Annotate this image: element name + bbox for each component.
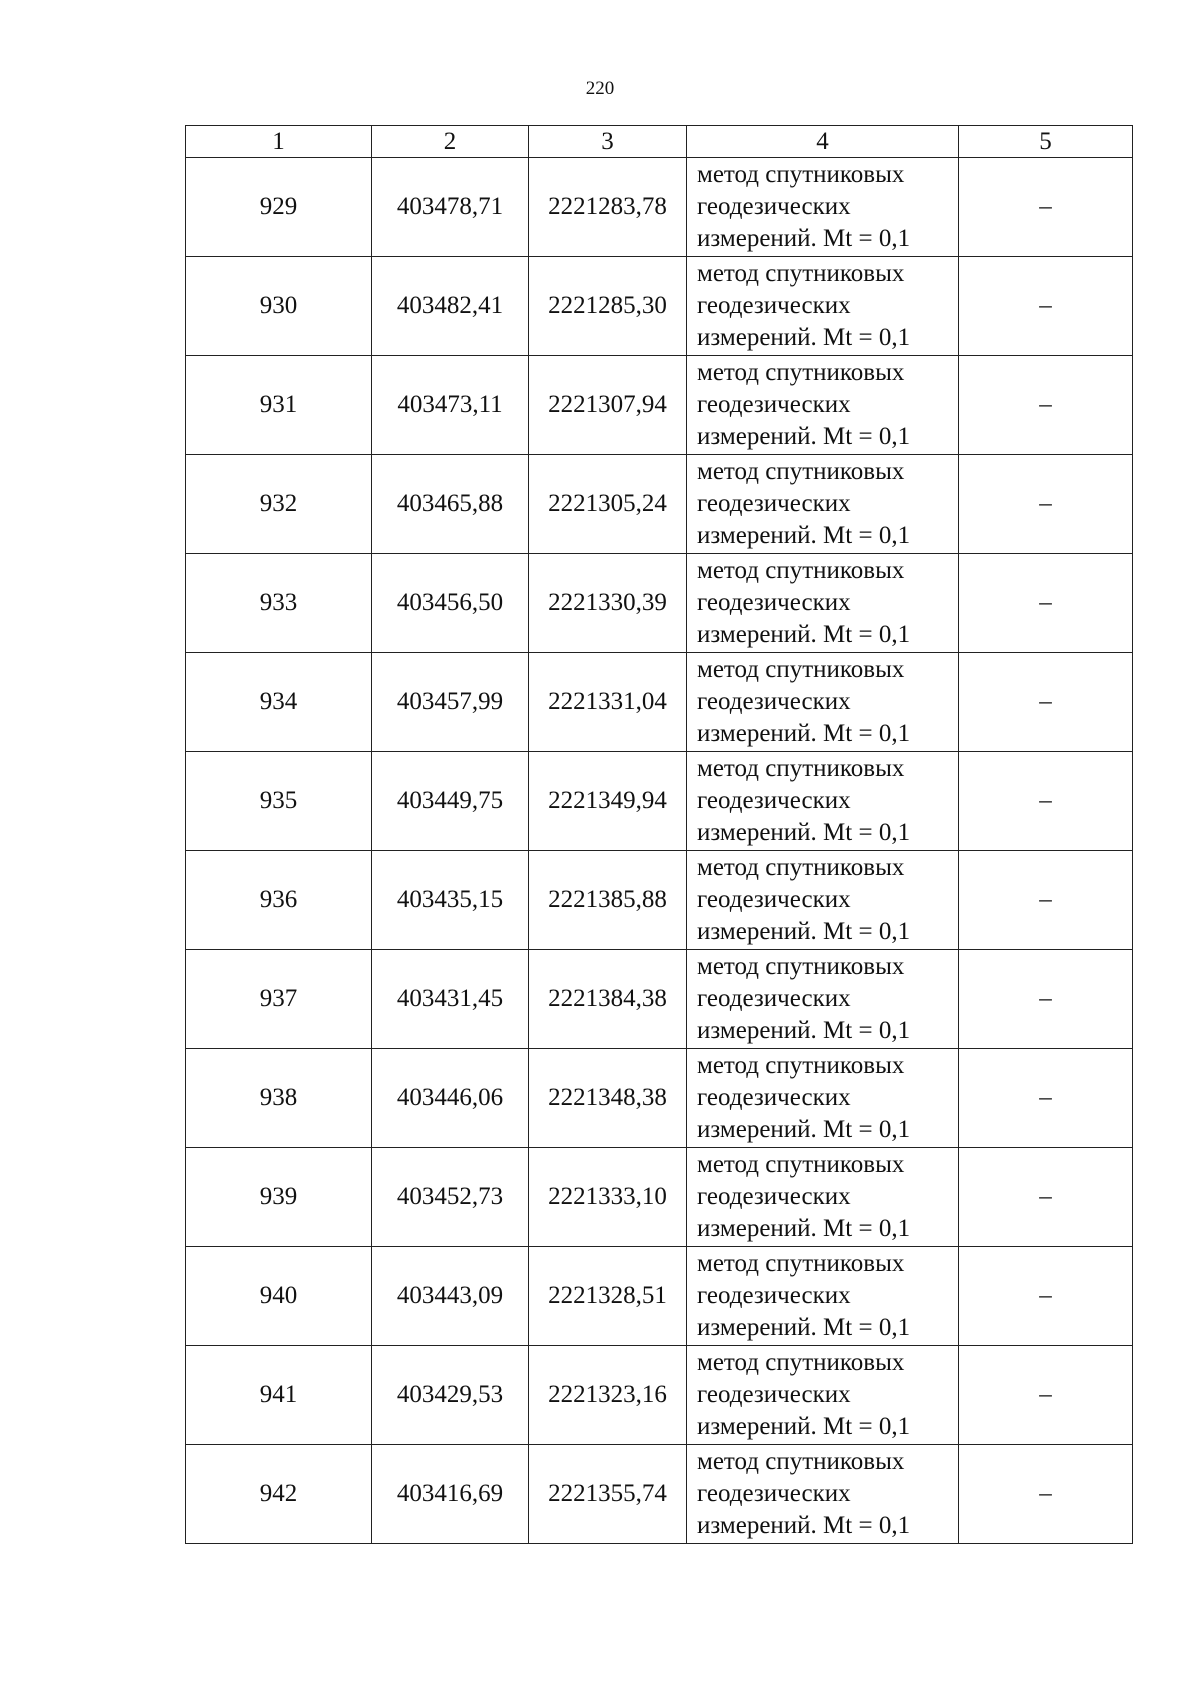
note-cell: – [959, 1247, 1133, 1346]
method-cell [687, 1148, 959, 1247]
x-coordinate-cell: 403473,11 [372, 356, 529, 455]
table-row [186, 752, 1133, 851]
method-cell [687, 257, 959, 356]
table-row [186, 1445, 1133, 1544]
method-line: измерений. Mt = 0,1 [697, 819, 911, 846]
x-coordinate-cell: 403431,45 [372, 950, 529, 1049]
x-coordinate-cell: 403416,69 [372, 1445, 529, 1544]
column-header: 4 [687, 126, 959, 158]
y-coordinate-cell: 2221348,38 [529, 1049, 687, 1148]
x-coordinate-cell: 403446,06 [372, 1049, 529, 1148]
y-coordinate-cell: 2221307,94 [529, 356, 687, 455]
x-coordinate-cell: 403465,88 [372, 455, 529, 554]
point-number-cell: 930 [186, 257, 372, 356]
note-cell: – [959, 1445, 1133, 1544]
x-coordinate-cell: 403435,15 [372, 851, 529, 950]
note-cell: – [959, 851, 1133, 950]
table-body [186, 158, 1133, 1544]
method-line: метод спутниковых [697, 161, 905, 188]
method-line: метод спутниковых [697, 656, 905, 683]
method-line: геодезических [697, 490, 851, 517]
method-line: измерений. Mt = 0,1 [697, 522, 911, 549]
method-cell [687, 851, 959, 950]
y-coordinate-cell: 2221331,04 [529, 653, 687, 752]
column-header: 3 [529, 126, 687, 158]
method-cell [687, 752, 959, 851]
method-line: измерений. Mt = 0,1 [697, 1215, 911, 1242]
method-cell [687, 356, 959, 455]
table-header [186, 126, 1133, 158]
y-coordinate-cell: 2221305,24 [529, 455, 687, 554]
x-coordinate-cell: 403452,73 [372, 1148, 529, 1247]
x-coordinate-cell: 403478,71 [372, 158, 529, 257]
y-coordinate-cell: 2221323,16 [529, 1346, 687, 1445]
method-cell [687, 1445, 959, 1544]
method-cell [687, 653, 959, 752]
method-cell [687, 554, 959, 653]
point-number-cell: 941 [186, 1346, 372, 1445]
point-number-cell: 938 [186, 1049, 372, 1148]
point-number-cell: 934 [186, 653, 372, 752]
note-cell: – [959, 1346, 1133, 1445]
note-cell: – [959, 1148, 1133, 1247]
note-cell: – [959, 554, 1133, 653]
point-number-cell: 939 [186, 1148, 372, 1247]
y-coordinate-cell: 2221333,10 [529, 1148, 687, 1247]
note-cell: – [959, 356, 1133, 455]
column-header: 5 [959, 126, 1133, 158]
method-line: геодезических [697, 193, 851, 220]
point-number-cell: 933 [186, 554, 372, 653]
method-line: геодезических [697, 985, 851, 1012]
note-cell: – [959, 455, 1133, 554]
point-number-cell: 931 [186, 356, 372, 455]
method-line: геодезических [697, 1183, 851, 1210]
method-line: измерений. Mt = 0,1 [697, 225, 911, 252]
note-cell: – [959, 752, 1133, 851]
table-row [186, 1049, 1133, 1148]
method-cell [687, 455, 959, 554]
y-coordinate-cell: 2221283,78 [529, 158, 687, 257]
coordinates-table [185, 125, 1133, 1544]
method-line: метод спутниковых [697, 854, 905, 881]
method-line: метод спутниковых [697, 1052, 905, 1079]
method-line: метод спутниковых [697, 1349, 905, 1376]
x-coordinate-cell: 403443,09 [372, 1247, 529, 1346]
method-line: геодезических [697, 886, 851, 913]
method-line: измерений. Mt = 0,1 [697, 1512, 911, 1539]
y-coordinate-cell: 2221285,30 [529, 257, 687, 356]
point-number-cell: 937 [186, 950, 372, 1049]
method-line: измерений. Mt = 0,1 [697, 1413, 911, 1440]
table-row [186, 158, 1133, 257]
point-number-cell: 932 [186, 455, 372, 554]
note-cell: – [959, 950, 1133, 1049]
method-line: геодезических [697, 589, 851, 616]
x-coordinate-cell: 403457,99 [372, 653, 529, 752]
table-row [186, 356, 1133, 455]
method-line: метод спутниковых [697, 260, 905, 287]
method-cell [687, 1049, 959, 1148]
method-line: геодезических [697, 1084, 851, 1111]
method-line: измерений. Mt = 0,1 [697, 423, 911, 450]
method-line: метод спутниковых [697, 1448, 905, 1475]
y-coordinate-cell: 2221385,88 [529, 851, 687, 950]
method-cell [687, 1346, 959, 1445]
note-cell: – [959, 1049, 1133, 1148]
header-row [186, 126, 1133, 158]
point-number-cell: 935 [186, 752, 372, 851]
y-coordinate-cell: 2221330,39 [529, 554, 687, 653]
table-row [186, 653, 1133, 752]
method-line: метод спутниковых [697, 1250, 905, 1277]
x-coordinate-cell: 403456,50 [372, 554, 529, 653]
page-number: 220 [585, 78, 615, 99]
method-line: геодезических [697, 688, 851, 715]
method-line: метод спутниковых [697, 458, 905, 485]
table-row [186, 1247, 1133, 1346]
table-row [186, 554, 1133, 653]
method-line: измерений. Mt = 0,1 [697, 621, 911, 648]
method-cell [687, 950, 959, 1049]
column-header: 1 [186, 126, 372, 158]
note-cell: – [959, 158, 1133, 257]
method-line: метод спутниковых [697, 359, 905, 386]
x-coordinate-cell: 403482,41 [372, 257, 529, 356]
x-coordinate-cell: 403449,75 [372, 752, 529, 851]
table-row [186, 257, 1133, 356]
table-row [186, 455, 1133, 554]
method-line: метод спутниковых [697, 755, 905, 782]
method-line: измерений. Mt = 0,1 [697, 720, 911, 747]
column-header: 2 [372, 126, 529, 158]
method-cell [687, 158, 959, 257]
table-row [186, 950, 1133, 1049]
table-row [186, 1148, 1133, 1247]
y-coordinate-cell: 2221355,74 [529, 1445, 687, 1544]
method-line: геодезических [697, 1480, 851, 1507]
x-coordinate-cell: 403429,53 [372, 1346, 529, 1445]
method-line: геодезических [697, 787, 851, 814]
note-cell: – [959, 653, 1133, 752]
method-line: геодезических [697, 292, 851, 319]
note-cell: – [959, 257, 1133, 356]
method-line: измерений. Mt = 0,1 [697, 1017, 911, 1044]
method-line: измерений. Mt = 0,1 [697, 1116, 911, 1143]
y-coordinate-cell: 2221328,51 [529, 1247, 687, 1346]
y-coordinate-cell: 2221349,94 [529, 752, 687, 851]
y-coordinate-cell: 2221384,38 [529, 950, 687, 1049]
point-number-cell: 940 [186, 1247, 372, 1346]
method-line: измерений. Mt = 0,1 [697, 1314, 911, 1341]
method-line: геодезических [697, 1282, 851, 1309]
point-number-cell: 942 [186, 1445, 372, 1544]
method-line: геодезических [697, 1381, 851, 1408]
point-number-cell: 929 [186, 158, 372, 257]
method-line: метод спутниковых [697, 1151, 905, 1178]
method-cell [687, 1247, 959, 1346]
point-number-cell: 936 [186, 851, 372, 950]
method-line: метод спутниковых [697, 557, 905, 584]
method-line: геодезических [697, 391, 851, 418]
method-line: измерений. Mt = 0,1 [697, 918, 911, 945]
method-line: измерений. Mt = 0,1 [697, 324, 911, 351]
table-row [186, 1346, 1133, 1445]
method-line: метод спутниковых [697, 953, 905, 980]
table-row [186, 851, 1133, 950]
